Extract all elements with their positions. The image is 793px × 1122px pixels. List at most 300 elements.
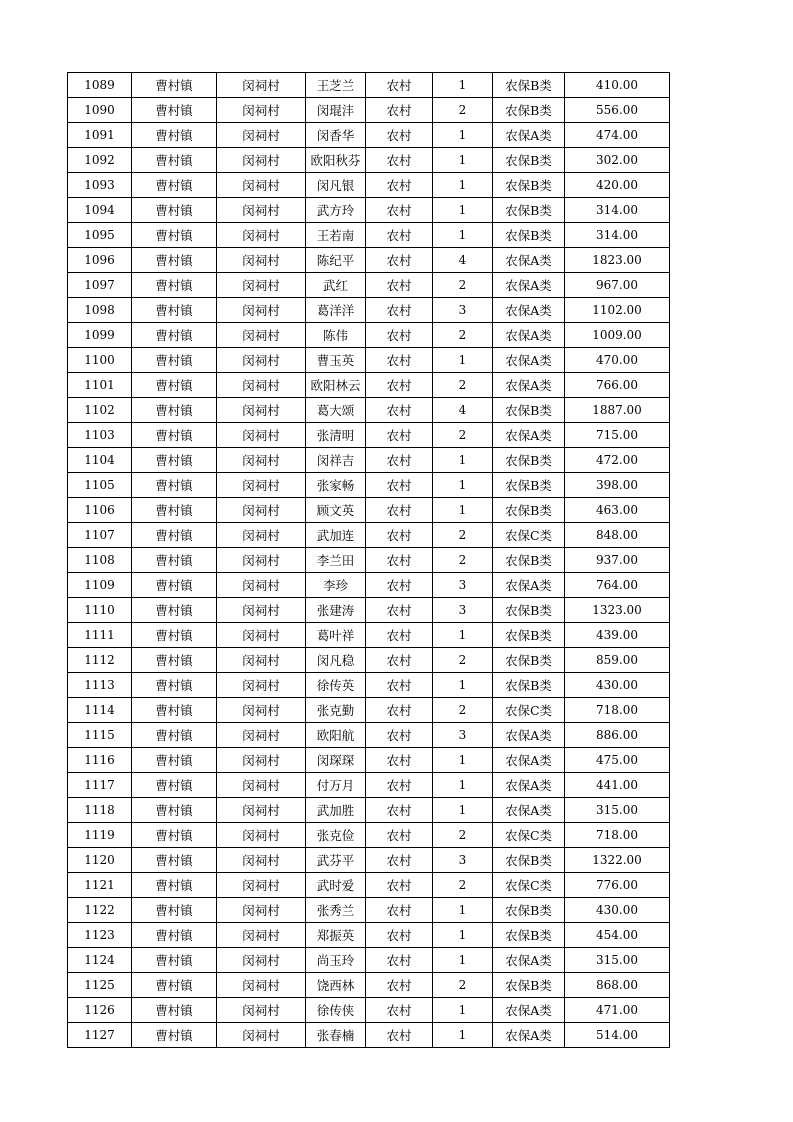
town-cell: 曹村镇 <box>132 923 217 948</box>
row-number-cell: 1104 <box>68 448 132 473</box>
insurance-category-cell: 农保A类 <box>493 748 565 773</box>
insurance-category-cell: 农保C类 <box>493 698 565 723</box>
village-cell: 闵祠村 <box>217 548 306 573</box>
member-count-cell: 1 <box>433 948 493 973</box>
row-number-cell: 1116 <box>68 748 132 773</box>
insurance-category-cell: 农保A类 <box>493 423 565 448</box>
amount-cell: 859.00 <box>565 648 670 673</box>
insurance-category-cell: 农保B类 <box>493 473 565 498</box>
household-type-cell: 农村 <box>366 898 433 923</box>
row-number-cell: 1118 <box>68 798 132 823</box>
member-count-cell: 2 <box>433 423 493 448</box>
amount-cell: 475.00 <box>565 748 670 773</box>
amount-cell: 937.00 <box>565 548 670 573</box>
household-type-cell: 农村 <box>366 123 433 148</box>
insurance-category-cell: 农保B类 <box>493 673 565 698</box>
village-cell: 闵祠村 <box>217 798 306 823</box>
household-type-cell: 农村 <box>366 498 433 523</box>
member-count-cell: 1 <box>433 748 493 773</box>
household-type-cell: 农村 <box>366 848 433 873</box>
village-cell: 闵祠村 <box>217 273 306 298</box>
member-count-cell: 2 <box>433 273 493 298</box>
row-number-cell: 1096 <box>68 248 132 273</box>
row-number-cell: 1102 <box>68 398 132 423</box>
member-count-cell: 2 <box>433 648 493 673</box>
member-count-cell: 2 <box>433 523 493 548</box>
amount-cell: 764.00 <box>565 573 670 598</box>
village-cell: 闵祠村 <box>217 1023 306 1048</box>
table-row <box>68 873 670 898</box>
town-cell: 曹村镇 <box>132 498 217 523</box>
household-type-cell: 农村 <box>366 273 433 298</box>
member-count-cell: 1 <box>433 173 493 198</box>
amount-cell: 868.00 <box>565 973 670 998</box>
household-type-cell: 农村 <box>366 673 433 698</box>
amount-cell: 314.00 <box>565 198 670 223</box>
insurance-category-cell: 农保A类 <box>493 273 565 298</box>
amount-cell: 1823.00 <box>565 248 670 273</box>
village-cell: 闵祠村 <box>217 148 306 173</box>
town-cell: 曹村镇 <box>132 998 217 1023</box>
household-type-cell: 农村 <box>366 598 433 623</box>
amount-cell: 420.00 <box>565 173 670 198</box>
table-row <box>68 373 670 398</box>
household-type-cell: 农村 <box>366 823 433 848</box>
amount-cell: 463.00 <box>565 498 670 523</box>
village-cell: 闵祠村 <box>217 173 306 198</box>
person-name-cell: 武加连 <box>306 523 366 548</box>
amount-cell: 715.00 <box>565 423 670 448</box>
town-cell: 曹村镇 <box>132 448 217 473</box>
row-number-cell: 1106 <box>68 498 132 523</box>
person-name-cell: 陈纪平 <box>306 248 366 273</box>
town-cell: 曹村镇 <box>132 248 217 273</box>
town-cell: 曹村镇 <box>132 873 217 898</box>
amount-cell: 848.00 <box>565 523 670 548</box>
member-count-cell: 2 <box>433 973 493 998</box>
insurance-category-cell: 农保A类 <box>493 798 565 823</box>
table-row <box>68 223 670 248</box>
row-number-cell: 1120 <box>68 848 132 873</box>
village-cell: 闵祠村 <box>217 523 306 548</box>
row-number-cell: 1090 <box>68 98 132 123</box>
amount-cell: 315.00 <box>565 948 670 973</box>
row-number-cell: 1110 <box>68 598 132 623</box>
amount-cell: 718.00 <box>565 823 670 848</box>
member-count-cell: 1 <box>433 123 493 148</box>
village-cell: 闵祠村 <box>217 723 306 748</box>
table-row <box>68 773 670 798</box>
data-table <box>67 72 670 1048</box>
table-row <box>68 273 670 298</box>
amount-cell: 454.00 <box>565 923 670 948</box>
table-row <box>68 473 670 498</box>
insurance-category-cell: 农保B类 <box>493 623 565 648</box>
insurance-category-cell: 农保A类 <box>493 373 565 398</box>
town-cell: 曹村镇 <box>132 223 217 248</box>
town-cell: 曹村镇 <box>132 948 217 973</box>
table-row <box>68 898 670 923</box>
town-cell: 曹村镇 <box>132 798 217 823</box>
member-count-cell: 1 <box>433 798 493 823</box>
town-cell: 曹村镇 <box>132 623 217 648</box>
insurance-category-cell: 农保A类 <box>493 298 565 323</box>
village-cell: 闵祠村 <box>217 973 306 998</box>
row-number-cell: 1126 <box>68 998 132 1023</box>
member-count-cell: 2 <box>433 548 493 573</box>
person-name-cell: 闵祥吉 <box>306 448 366 473</box>
table-row <box>68 948 670 973</box>
household-type-cell: 农村 <box>366 923 433 948</box>
household-type-cell: 农村 <box>366 473 433 498</box>
row-number-cell: 1091 <box>68 123 132 148</box>
amount-cell: 1009.00 <box>565 323 670 348</box>
insurance-category-cell: 农保C类 <box>493 823 565 848</box>
insurance-category-cell: 农保B类 <box>493 98 565 123</box>
member-count-cell: 1 <box>433 223 493 248</box>
household-type-cell: 农村 <box>366 773 433 798</box>
row-number-cell: 1107 <box>68 523 132 548</box>
town-cell: 曹村镇 <box>132 323 217 348</box>
member-count-cell: 1 <box>433 923 493 948</box>
row-number-cell: 1113 <box>68 673 132 698</box>
member-count-cell: 1 <box>433 148 493 173</box>
row-number-cell: 1117 <box>68 773 132 798</box>
table-row <box>68 748 670 773</box>
town-cell: 曹村镇 <box>132 473 217 498</box>
village-cell: 闵祠村 <box>217 748 306 773</box>
town-cell: 曹村镇 <box>132 348 217 373</box>
household-type-cell: 农村 <box>366 748 433 773</box>
insurance-category-cell: 农保A类 <box>493 323 565 348</box>
person-name-cell: 武芬平 <box>306 848 366 873</box>
village-cell: 闵祠村 <box>217 448 306 473</box>
table-row <box>68 173 670 198</box>
town-cell: 曹村镇 <box>132 773 217 798</box>
town-cell: 曹村镇 <box>132 198 217 223</box>
member-count-cell: 1 <box>433 448 493 473</box>
household-type-cell: 农村 <box>366 98 433 123</box>
person-name-cell: 尚玉玲 <box>306 948 366 973</box>
town-cell: 曹村镇 <box>132 548 217 573</box>
household-type-cell: 农村 <box>366 148 433 173</box>
amount-cell: 398.00 <box>565 473 670 498</box>
town-cell: 曹村镇 <box>132 723 217 748</box>
household-type-cell: 农村 <box>366 223 433 248</box>
household-type-cell: 农村 <box>366 423 433 448</box>
insurance-category-cell: 农保A类 <box>493 248 565 273</box>
village-cell: 闵祠村 <box>217 123 306 148</box>
table-row <box>68 398 670 423</box>
household-type-cell: 农村 <box>366 298 433 323</box>
row-number-cell: 1111 <box>68 623 132 648</box>
member-count-cell: 3 <box>433 848 493 873</box>
village-cell: 闵祠村 <box>217 948 306 973</box>
person-name-cell: 曹玉英 <box>306 348 366 373</box>
town-cell: 曹村镇 <box>132 648 217 673</box>
insurance-category-cell: 农保B类 <box>493 898 565 923</box>
amount-cell: 1102.00 <box>565 298 670 323</box>
person-name-cell: 李珍 <box>306 573 366 598</box>
table-row <box>68 148 670 173</box>
member-count-cell: 1 <box>433 73 493 98</box>
table-row <box>68 673 670 698</box>
village-cell: 闵祠村 <box>217 398 306 423</box>
household-type-cell: 农村 <box>366 998 433 1023</box>
row-number-cell: 1123 <box>68 923 132 948</box>
town-cell: 曹村镇 <box>132 823 217 848</box>
table-row <box>68 823 670 848</box>
member-count-cell: 3 <box>433 298 493 323</box>
household-type-cell: 农村 <box>366 798 433 823</box>
village-cell: 闵祠村 <box>217 348 306 373</box>
town-cell: 曹村镇 <box>132 398 217 423</box>
household-type-cell: 农村 <box>366 548 433 573</box>
household-type-cell: 农村 <box>366 73 433 98</box>
table-row <box>68 573 670 598</box>
amount-cell: 967.00 <box>565 273 670 298</box>
village-cell: 闵祠村 <box>217 373 306 398</box>
table-body <box>68 73 670 1048</box>
amount-cell: 439.00 <box>565 623 670 648</box>
village-cell: 闵祠村 <box>217 598 306 623</box>
household-type-cell: 农村 <box>366 698 433 723</box>
row-number-cell: 1115 <box>68 723 132 748</box>
insurance-category-cell: 农保A类 <box>493 123 565 148</box>
town-cell: 曹村镇 <box>132 523 217 548</box>
insurance-category-cell: 农保B类 <box>493 73 565 98</box>
member-count-cell: 2 <box>433 873 493 898</box>
row-number-cell: 1105 <box>68 473 132 498</box>
amount-cell: 1322.00 <box>565 848 670 873</box>
household-type-cell: 农村 <box>366 198 433 223</box>
insurance-category-cell: 农保B类 <box>493 848 565 873</box>
member-count-cell: 1 <box>433 898 493 923</box>
table-row <box>68 723 670 748</box>
amount-cell: 514.00 <box>565 1023 670 1048</box>
table-row <box>68 598 670 623</box>
person-name-cell: 徐传英 <box>306 673 366 698</box>
amount-cell: 474.00 <box>565 123 670 148</box>
amount-cell: 302.00 <box>565 148 670 173</box>
village-cell: 闵祠村 <box>217 673 306 698</box>
member-count-cell: 1 <box>433 673 493 698</box>
table-row <box>68 298 670 323</box>
town-cell: 曹村镇 <box>132 748 217 773</box>
insurance-category-cell: 农保B类 <box>493 973 565 998</box>
household-type-cell: 农村 <box>366 323 433 348</box>
household-type-cell: 农村 <box>366 623 433 648</box>
town-cell: 曹村镇 <box>132 173 217 198</box>
town-cell: 曹村镇 <box>132 848 217 873</box>
town-cell: 曹村镇 <box>132 423 217 448</box>
village-cell: 闵祠村 <box>217 298 306 323</box>
member-count-cell: 1 <box>433 498 493 523</box>
row-number-cell: 1119 <box>68 823 132 848</box>
row-number-cell: 1092 <box>68 148 132 173</box>
amount-cell: 556.00 <box>565 98 670 123</box>
village-cell: 闵祠村 <box>217 498 306 523</box>
household-type-cell: 农村 <box>366 173 433 198</box>
person-name-cell: 张春楠 <box>306 1023 366 1048</box>
insurance-category-cell: 农保B类 <box>493 923 565 948</box>
village-cell: 闵祠村 <box>217 848 306 873</box>
row-number-cell: 1127 <box>68 1023 132 1048</box>
person-name-cell: 张克俭 <box>306 823 366 848</box>
member-count-cell: 1 <box>433 198 493 223</box>
village-cell: 闵祠村 <box>217 648 306 673</box>
insurance-category-cell: 农保B类 <box>493 173 565 198</box>
village-cell: 闵祠村 <box>217 823 306 848</box>
amount-cell: 471.00 <box>565 998 670 1023</box>
person-name-cell: 张家畅 <box>306 473 366 498</box>
insurance-category-cell: 农保B类 <box>493 598 565 623</box>
table-row <box>68 248 670 273</box>
village-cell: 闵祠村 <box>217 623 306 648</box>
insurance-category-cell: 农保B类 <box>493 398 565 423</box>
row-number-cell: 1122 <box>68 898 132 923</box>
amount-cell: 441.00 <box>565 773 670 798</box>
amount-cell: 470.00 <box>565 348 670 373</box>
insurance-category-cell: 农保B类 <box>493 498 565 523</box>
amount-cell: 430.00 <box>565 673 670 698</box>
person-name-cell: 武方玲 <box>306 198 366 223</box>
person-name-cell: 郑振英 <box>306 923 366 948</box>
row-number-cell: 1098 <box>68 298 132 323</box>
insurance-category-cell: 农保A类 <box>493 1023 565 1048</box>
member-count-cell: 3 <box>433 573 493 598</box>
household-type-cell: 农村 <box>366 973 433 998</box>
amount-cell: 410.00 <box>565 73 670 98</box>
table-row <box>68 973 670 998</box>
amount-cell: 766.00 <box>565 373 670 398</box>
table-row <box>68 848 670 873</box>
person-name-cell: 武加胜 <box>306 798 366 823</box>
member-count-cell: 4 <box>433 248 493 273</box>
member-count-cell: 2 <box>433 98 493 123</box>
household-type-cell: 农村 <box>366 448 433 473</box>
row-number-cell: 1112 <box>68 648 132 673</box>
member-count-cell: 1 <box>433 348 493 373</box>
table-row <box>68 923 670 948</box>
person-name-cell: 顾文英 <box>306 498 366 523</box>
insurance-category-cell: 农保A类 <box>493 723 565 748</box>
insurance-category-cell: 农保A类 <box>493 773 565 798</box>
person-name-cell: 王若南 <box>306 223 366 248</box>
row-number-cell: 1094 <box>68 198 132 223</box>
town-cell: 曹村镇 <box>132 898 217 923</box>
row-number-cell: 1103 <box>68 423 132 448</box>
person-name-cell: 武红 <box>306 273 366 298</box>
village-cell: 闵祠村 <box>217 873 306 898</box>
row-number-cell: 1109 <box>68 573 132 598</box>
person-name-cell: 付万月 <box>306 773 366 798</box>
table-row <box>68 98 670 123</box>
town-cell: 曹村镇 <box>132 698 217 723</box>
person-name-cell: 李兰田 <box>306 548 366 573</box>
village-cell: 闵祠村 <box>217 423 306 448</box>
amount-cell: 315.00 <box>565 798 670 823</box>
household-type-cell: 农村 <box>366 248 433 273</box>
amount-cell: 718.00 <box>565 698 670 723</box>
insurance-category-cell: 农保A类 <box>493 948 565 973</box>
village-cell: 闵祠村 <box>217 573 306 598</box>
member-count-cell: 2 <box>433 698 493 723</box>
amount-cell: 886.00 <box>565 723 670 748</box>
table-row <box>68 323 670 348</box>
amount-cell: 1887.00 <box>565 398 670 423</box>
insurance-category-cell: 农保C类 <box>493 873 565 898</box>
insurance-category-cell: 农保A类 <box>493 348 565 373</box>
member-count-cell: 1 <box>433 773 493 798</box>
town-cell: 曹村镇 <box>132 1023 217 1048</box>
person-name-cell: 王芝兰 <box>306 73 366 98</box>
amount-cell: 430.00 <box>565 898 670 923</box>
household-type-cell: 农村 <box>366 948 433 973</box>
member-count-cell: 2 <box>433 373 493 398</box>
town-cell: 曹村镇 <box>132 973 217 998</box>
row-number-cell: 1121 <box>68 873 132 898</box>
table-row <box>68 498 670 523</box>
member-count-cell: 1 <box>433 473 493 498</box>
person-name-cell: 张克勤 <box>306 698 366 723</box>
village-cell: 闵祠村 <box>217 223 306 248</box>
table-row <box>68 523 670 548</box>
person-name-cell: 张清明 <box>306 423 366 448</box>
person-name-cell: 欧阳航 <box>306 723 366 748</box>
village-cell: 闵祠村 <box>217 698 306 723</box>
amount-cell: 776.00 <box>565 873 670 898</box>
village-cell: 闵祠村 <box>217 998 306 1023</box>
row-number-cell: 1125 <box>68 973 132 998</box>
household-type-cell: 农村 <box>366 573 433 598</box>
member-count-cell: 4 <box>433 398 493 423</box>
town-cell: 曹村镇 <box>132 573 217 598</box>
town-cell: 曹村镇 <box>132 148 217 173</box>
household-type-cell: 农村 <box>366 648 433 673</box>
table-row <box>68 998 670 1023</box>
member-count-cell: 1 <box>433 623 493 648</box>
row-number-cell: 1093 <box>68 173 132 198</box>
household-type-cell: 农村 <box>366 873 433 898</box>
person-name-cell: 张建涛 <box>306 598 366 623</box>
person-name-cell: 陈伟 <box>306 323 366 348</box>
village-cell: 闵祠村 <box>217 898 306 923</box>
town-cell: 曹村镇 <box>132 298 217 323</box>
row-number-cell: 1100 <box>68 348 132 373</box>
insurance-category-cell: 农保B类 <box>493 648 565 673</box>
table-row <box>68 1023 670 1048</box>
row-number-cell: 1108 <box>68 548 132 573</box>
person-name-cell: 欧阳秋芬 <box>306 148 366 173</box>
village-cell: 闵祠村 <box>217 473 306 498</box>
member-count-cell: 3 <box>433 598 493 623</box>
person-name-cell: 闵凡稳 <box>306 648 366 673</box>
insurance-category-cell: 农保B类 <box>493 448 565 473</box>
household-type-cell: 农村 <box>366 373 433 398</box>
town-cell: 曹村镇 <box>132 598 217 623</box>
table-row <box>68 73 670 98</box>
insurance-category-cell: 农保B类 <box>493 198 565 223</box>
row-number-cell: 1097 <box>68 273 132 298</box>
member-count-cell: 2 <box>433 823 493 848</box>
amount-cell: 472.00 <box>565 448 670 473</box>
table-row <box>68 648 670 673</box>
person-name-cell: 欧阳林云 <box>306 373 366 398</box>
row-number-cell: 1095 <box>68 223 132 248</box>
table-row <box>68 448 670 473</box>
household-type-cell: 农村 <box>366 398 433 423</box>
